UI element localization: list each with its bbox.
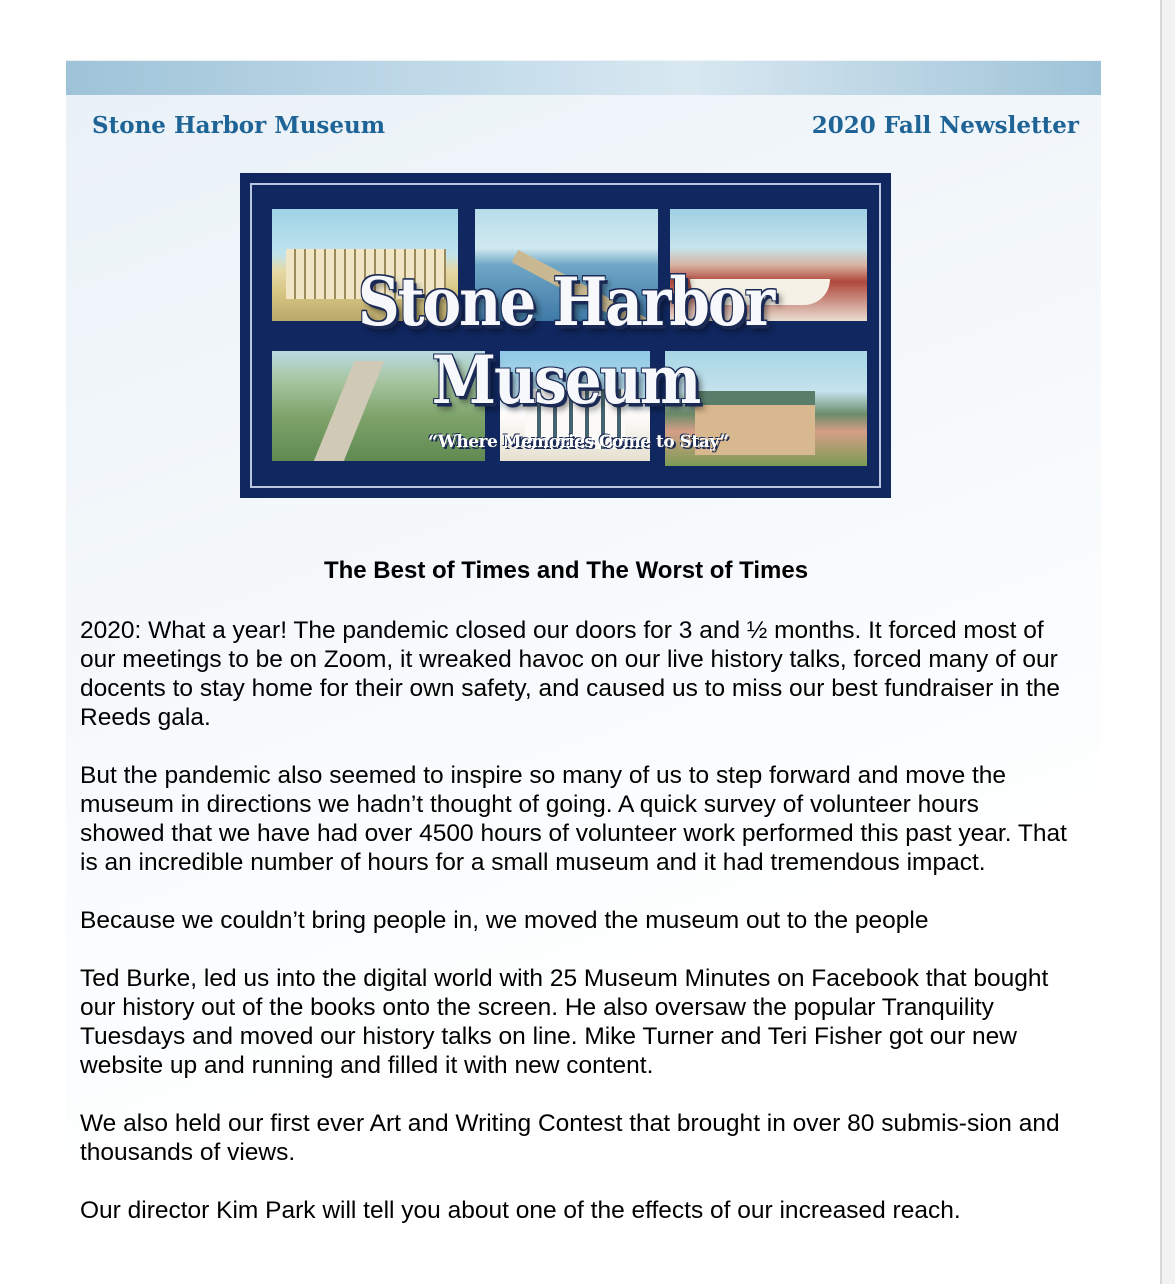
article-paragraph: 2020: What a year! The pandemic closed our doors for 3 and ½ months. It forced most of our meetings to be on Zoom, it wreaked havoc on our live history talks, forced many of our docents to stay home for their own safety, and caused us to miss our best fundraiser in the Reeds gala.: [80, 617, 1061, 731]
article-paragraph: But the pandemic also seemed to inspire so many of us to step forward and move the museum in directions we hadn’t thought of going. A quick survey of volunteer hours showed that we have had over 4500 hours of volunteer work performed this past year. That is an incredible number of hours for a small museum and it had tremendous impact.: [80, 762, 1067, 876]
article-paragraph: Our director Kim Park will tell you about one of the effects of our increased reach.: [80, 1197, 961, 1224]
article-headline: The Best of Times and The Worst of Times: [323, 557, 809, 584]
banner-title: Stone Harbor Museum: [357, 262, 774, 420]
museum-name-header: Stone Harbor Museum: [92, 112, 386, 139]
header-band: [66, 61, 1101, 95]
newsletter-edition-header: 2020 Fall Newsletter: [811, 112, 1079, 139]
museum-banner-image: [240, 173, 891, 498]
viewer-edge: [1160, 0, 1175, 1284]
banner-tagline: “Where Memories Come to Stay”: [428, 432, 729, 452]
article-paragraph: Ted Burke, led us into the digital world with 25 Museum Minutes on Facebook that bought our history out of the books onto the screen. He also oversaw the popular Tranquility Tuesdays and moved our history talks on line. Mike Turner and Teri Fisher got our new website up and running and filled it with new content.: [80, 965, 1049, 1079]
article-paragraph: Because we couldn’t bring people in, we moved the museum out to the people: [80, 907, 929, 934]
article-paragraph: We also held our first ever Art and Writing Contest that brought in over 80 submis-sion and thousands of views.: [80, 1110, 1060, 1166]
article-body: [80, 616, 1070, 1254]
